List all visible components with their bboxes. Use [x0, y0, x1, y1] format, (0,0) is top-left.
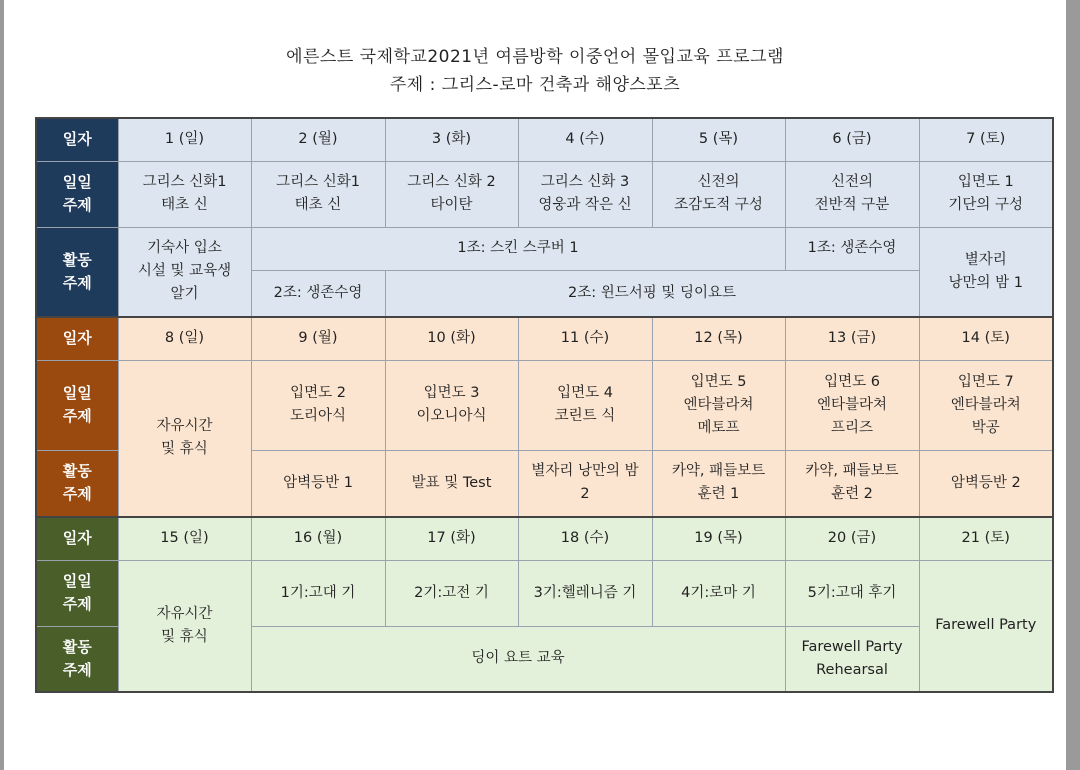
activity-cell: 기숙사 입소 시설 및 교육생 알기 [118, 227, 251, 317]
day-cell: 4 (수) [518, 118, 652, 161]
activity-cell: 1조: 생존수영 [785, 227, 919, 270]
day-cell: 8 (일) [118, 317, 251, 360]
document-title: 에른스트 국제학교2021년 여름방학 이중언어 몰입교육 프로그램 [286, 47, 784, 67]
day-cell: 16 (월) [251, 517, 385, 560]
day-cell: 21 (토) [919, 517, 1053, 560]
topic-cell: 2기:고전 기 [385, 560, 518, 626]
topic-cell: 입면도 7 엔타블라쳐 박공 [919, 360, 1053, 450]
topic-cell: 4기:로마 기 [652, 560, 785, 626]
day-cell: 10 (화) [385, 317, 518, 360]
topic-cell: 그리스 신화 3 영웅과 작은 신 [518, 161, 652, 227]
topic-cell: 5기:고대 후기 [785, 560, 919, 626]
row-header-date: 일자 [36, 317, 118, 360]
activity-cell: 별자리 낭만의 밤 1 [919, 227, 1053, 317]
activity-cell: Farewell Party Rehearsal [785, 626, 919, 692]
day-cell: 7 (토) [919, 118, 1053, 161]
week3-topic-row [36, 560, 1053, 626]
day-cell: 1 (일) [118, 118, 251, 161]
day-cell: 2 (월) [251, 118, 385, 161]
document-subtitle: 주제 : 그리스-로마 건축과 해양스포츠 [389, 75, 681, 95]
day-cell: 17 (화) [385, 517, 518, 560]
topic-cell: 그리스 신화 2 타이탄 [385, 161, 518, 227]
topic-cell: 입면도 3 이오니아식 [385, 360, 518, 450]
activity-cell: 2조: 생존수영 [251, 270, 385, 317]
day-cell: 13 (금) [785, 317, 919, 360]
week3-date-row [36, 517, 1053, 560]
topic-cell: 3기:헬레니즘 기 [518, 560, 652, 626]
activity-cell: 카약, 패들보트 훈련 1 [652, 450, 785, 517]
row-header-daily-topic: 일일 주제 [36, 360, 118, 450]
activity-cell: 암벽등반 2 [919, 450, 1053, 517]
topic-cell: 입면도 2 도리아식 [251, 360, 385, 450]
activity-cell: 발표 및 Test [385, 450, 518, 517]
document-page [4, 0, 1066, 770]
topic-cell: 입면도 5 엔타블라쳐 메토프 [652, 360, 785, 450]
week1-activity-row-a [36, 227, 1053, 270]
week1-topic-row [36, 161, 1053, 227]
week2-date-row [36, 317, 1053, 360]
topic-cell: 그리스 신화1 태초 신 [251, 161, 385, 227]
day-cell: 20 (금) [785, 517, 919, 560]
free-time-cell: 자유시간 및 휴식 [118, 560, 251, 692]
farewell-party-cell: Farewell Party [919, 560, 1053, 692]
row-header-date: 일자 [36, 118, 118, 161]
row-header-date: 일자 [36, 517, 118, 560]
day-cell: 19 (목) [652, 517, 785, 560]
week2-topic-row [36, 360, 1053, 450]
day-cell: 15 (일) [118, 517, 251, 560]
day-cell: 3 (화) [385, 118, 518, 161]
activity-cell: 암벽등반 1 [251, 450, 385, 517]
activity-cell: 카약, 패들보트 훈련 2 [785, 450, 919, 517]
day-cell: 11 (수) [518, 317, 652, 360]
day-cell: 5 (목) [652, 118, 785, 161]
topic-cell: 신전의 전반적 구분 [785, 161, 919, 227]
topic-cell: 입면도 4 코린트 식 [518, 360, 652, 450]
topic-cell: 신전의 조감도적 구성 [652, 161, 785, 227]
topic-cell: 1기:고대 기 [251, 560, 385, 626]
row-header-activity-topic: 활동 주제 [36, 450, 118, 517]
topic-cell: 입면도 1 기단의 구성 [919, 161, 1053, 227]
activity-cell: 별자리 낭만의 밤 2 [518, 450, 652, 517]
day-cell: 9 (월) [251, 317, 385, 360]
free-time-cell: 자유시간 및 휴식 [118, 360, 251, 517]
week1-date-row [36, 118, 1053, 161]
activity-cell: 2조: 윈드서핑 및 딩이요트 [385, 270, 919, 317]
schedule-table [35, 117, 1054, 693]
row-header-daily-topic: 일일 주제 [36, 161, 118, 227]
row-header-daily-topic: 일일 주제 [36, 560, 118, 626]
day-cell: 18 (수) [518, 517, 652, 560]
day-cell: 12 (목) [652, 317, 785, 360]
activity-cell: 딩이 요트 교육 [251, 626, 785, 692]
row-header-activity-topic: 활동 주제 [36, 227, 118, 317]
day-cell: 14 (토) [919, 317, 1053, 360]
day-cell: 6 (금) [785, 118, 919, 161]
row-header-activity-topic: 활동 주제 [36, 626, 118, 692]
topic-cell: 그리스 신화1 태초 신 [118, 161, 251, 227]
topic-cell: 입면도 6 엔타블라쳐 프리즈 [785, 360, 919, 450]
activity-cell: 1조: 스킨 스쿠버 1 [251, 227, 785, 270]
